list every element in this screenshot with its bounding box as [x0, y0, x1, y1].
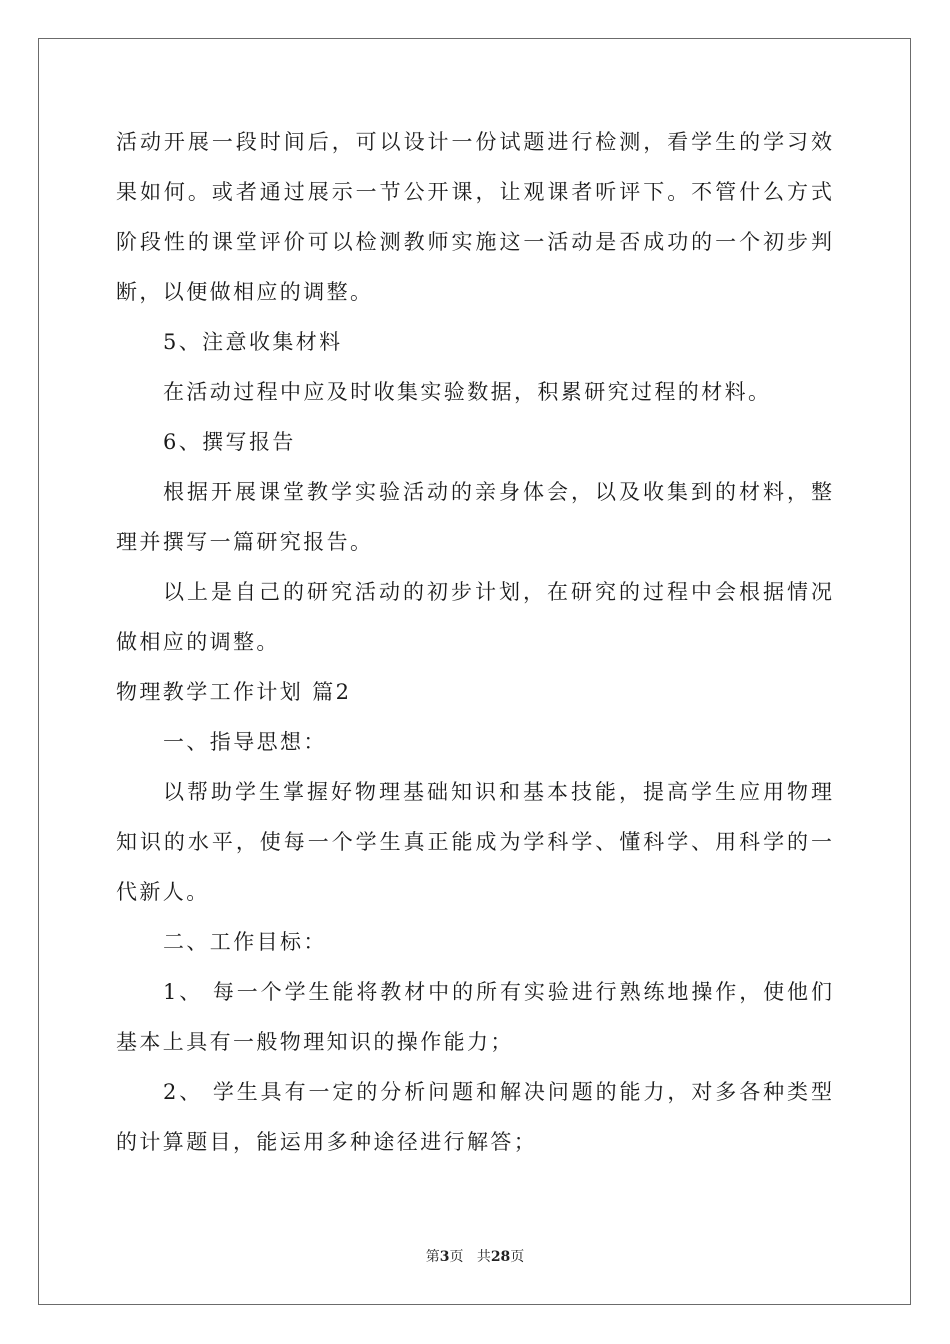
total-page-count: 28 [490, 1249, 511, 1265]
paragraph-line: 做相应的调整。 [116, 630, 280, 654]
total-prefix: 共 [476, 1249, 491, 1265]
page-unit: 页 [449, 1249, 464, 1265]
paragraph-line: 知识的水平，使每一个学生真正能成为学科学、懂科学、用科学的一 [116, 830, 832, 854]
paragraph-line: 根据开展课堂教学实验活动的亲身体会，以及收集到的材料，整 [163, 480, 832, 504]
section-heading: 6、撰写报告 [163, 430, 296, 454]
article-title: 物理教学工作计划 篇2 [116, 680, 352, 704]
paragraph-line: 果如何。或者通过展示一节公开课，让观课者听评下。不管什么方式 [116, 180, 832, 204]
page-prefix: 第 [425, 1249, 440, 1265]
paragraph-line: 断，以便做相应的调整。 [116, 280, 374, 304]
section-heading: 二、工作目标： [163, 930, 327, 954]
section-heading: 一、指导思想： [163, 730, 327, 754]
paragraph-line: 代新人。 [116, 880, 210, 904]
paragraph-line: 活动开展一段时间后，可以设计一份试题进行检测，看学生的学习效 [116, 130, 832, 154]
current-page-number: 3 [439, 1249, 450, 1265]
page-footer [0, 1248, 950, 1266]
paragraph-line: 以帮助学生掌握好物理基础知识和基本技能，提高学生应用物理 [163, 780, 832, 804]
paragraph-line: 在活动过程中应及时收集实验数据，积累研究过程的材料。 [163, 380, 772, 404]
section-heading: 5、注意收集材料 [163, 330, 343, 354]
list-item-line: 基本上具有一般物理知识的操作能力； [116, 1030, 514, 1054]
list-item-line: 2、 学生具有一定的分析问题和解决问题的能力，对多各种类型 [163, 1080, 832, 1104]
paragraph-line: 阶段性的课堂评价可以检测教师实施这一活动是否成功的一个初步判 [116, 230, 832, 254]
paragraph-line: 理并撰写一篇研究报告。 [116, 530, 374, 554]
list-item-line: 的计算题目，能运用多种途径进行解答； [116, 1130, 538, 1154]
total-unit: 页 [510, 1249, 525, 1265]
paragraph-line: 以上是自己的研究活动的初步计划，在研究的过程中会根据情况 [163, 580, 832, 604]
list-item-line: 1、 每一个学生能将教材中的所有实验进行熟练地操作，使他们 [163, 980, 832, 1004]
